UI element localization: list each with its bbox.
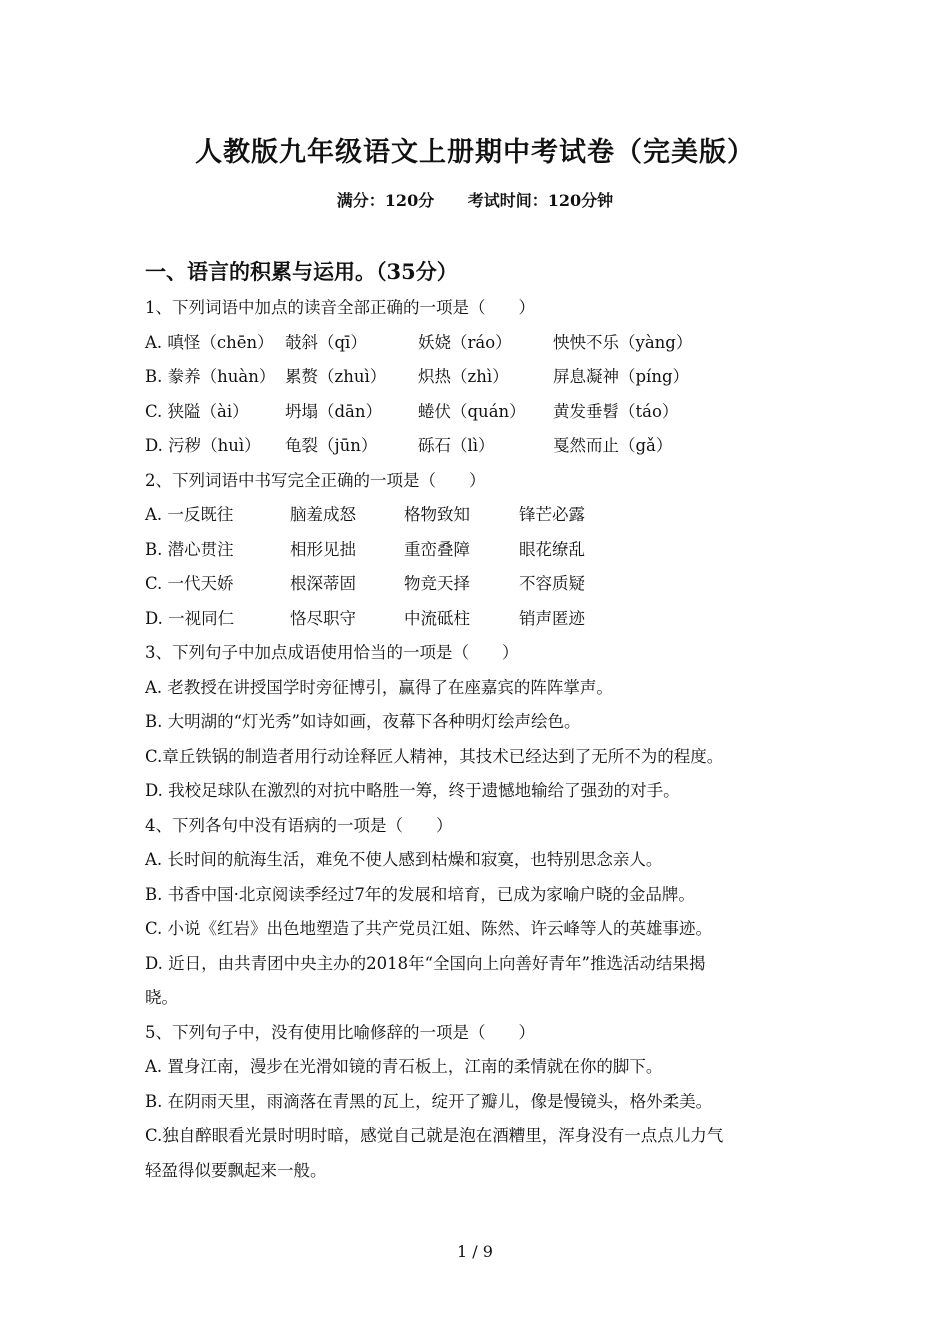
question-1-option-c — [145, 395, 815, 430]
question-4-option-d-cont: 晓。 — [145, 988, 178, 1007]
option-cell: 格物致知 — [404, 505, 470, 524]
option-cell: 坍塌（dān） — [285, 401, 383, 421]
option-cell: 根深蒂固 — [290, 574, 356, 593]
option-cell: 不容质疑 — [519, 574, 585, 593]
option-cell: 龟裂（jūn） — [285, 436, 378, 455]
option-cell: 相形见拙 — [290, 539, 356, 559]
question-5-option-a: A. 置身江南，漫步在光滑如镜的青石板上，江南的柔情就在你的脚下。 — [145, 1057, 663, 1076]
option-cell: 恪尽职守 — [290, 608, 356, 628]
section-heading: 一、语言的积累与运用。（35分） — [145, 259, 458, 284]
option-cell: 屏息凝神（píng） — [553, 367, 690, 386]
option-cell: C. 一代天娇 — [145, 574, 234, 593]
question-5-option-b: B. 在阴雨天里，雨滴落在青黑的瓦上，绽开了瓣儿，像是慢镜头，格外柔美。 — [145, 1091, 713, 1111]
option-cell: 黄发垂髫（táo） — [553, 401, 679, 421]
option-cell: 蜷伏（quán） — [418, 401, 526, 421]
option-cell: 戛然而止（gǎ） — [553, 436, 673, 455]
question-1-option-b — [145, 360, 815, 395]
option-cell: B. 潜心贯注 — [145, 539, 234, 559]
question-5-option-c: C.独自醉眼看光景时明时暗，感觉自己就是泡在酒糟里，浑身没有一点点儿力气 — [145, 1126, 724, 1145]
question-4-option-d: D. 近日，由共青团中央主办的2018年“全国向上向善好青年”推选活动结果揭 — [145, 953, 706, 973]
option-cell: 重峦叠障 — [404, 539, 470, 559]
option-cell: 妖娆（ráo） — [418, 332, 512, 352]
page-number: 1 / 9 — [457, 1242, 493, 1261]
question-2-option-b — [145, 533, 815, 568]
option-cell: 锋芒必露 — [519, 505, 585, 524]
question-1-stem: 1、下列词语中加点的读音全部正确的一项是（ ） — [145, 298, 535, 317]
question-3-option-a: A. 老教授在讲授国学时旁征博引，赢得了在座嘉宾的阵阵掌声。 — [145, 677, 613, 697]
exam-title: 人教版九年级语文上册期中考试卷（完美版） — [195, 137, 755, 168]
question-4-option-b: B. 书香中国·北京阅读季经过7年的发展和培育，已成为家喻户晓的金品牌。 — [145, 884, 695, 904]
option-cell: 物竞天择 — [404, 574, 470, 593]
option-cell: 中流砥柱 — [404, 608, 470, 628]
question-3-option-c: C.章丘铁锅的制造者用行动诠释匠人精神，其技术已经达到了无所不为的程度。 — [145, 746, 724, 766]
option-cell: 销声匿迹 — [519, 608, 585, 628]
question-1-option-d — [145, 429, 815, 464]
option-cell: C. 狭隘（ài） — [145, 401, 249, 421]
question-5-stem: 5、下列句子中，没有使用比喻修辞的一项是（ ） — [145, 1022, 535, 1042]
full-score: 满分：120分 — [336, 191, 435, 210]
option-cell: A. 一反既往 — [145, 505, 234, 524]
option-cell: 眼花缭乱 — [519, 539, 585, 559]
question-2-option-d — [145, 602, 815, 637]
question-3-option-d: D. 我校足球队在激烈的对抗中略胜一筹，终于遗憾地输给了强劲的对手。 — [145, 781, 680, 800]
question-3-stem: 3、下列句子中加点成语使用恰当的一项是（ ） — [145, 643, 519, 662]
question-4-option-c: C. 小说《红岩》出色地塑造了共产党员江姐、陈然、许云峰等人的英雄事迹。 — [145, 919, 713, 938]
question-2-option-c — [145, 567, 815, 602]
option-cell: D. 污秽（huì） — [145, 436, 261, 455]
exam-time: 考试时间：120分钟 — [467, 191, 614, 210]
question-2-stem: 2、下列词语中书写完全正确的一项是（ ） — [145, 470, 486, 490]
option-cell: 累赘（zhuì） — [285, 367, 387, 386]
question-4-stem: 4、下列各句中没有语病的一项是（ ） — [145, 815, 453, 835]
question-4-option-a: A. 长时间的航海生活，难免不使人感到枯燥和寂寞，也特别思念亲人。 — [145, 850, 663, 869]
option-cell: 脑羞成怒 — [290, 505, 356, 524]
option-cell: 砾石（lì） — [418, 436, 495, 455]
question-5-option-c-cont: 轻盈得似要飘起来一般。 — [145, 1160, 327, 1180]
option-cell: 攲斜（qī） — [285, 332, 367, 352]
question-list — [145, 291, 815, 1188]
option-cell: A. 嗔怪（chēn） — [145, 332, 274, 352]
option-cell: D. 一视同仁 — [145, 608, 235, 628]
question-3-option-b: B. 大明湖的“灯光秀”如诗如画，夜幕下各种明灯绘声绘色。 — [145, 712, 581, 731]
option-cell: 炽热（zhì） — [418, 367, 509, 386]
option-cell: 怏怏不乐（yàng） — [553, 332, 693, 352]
question-1-option-a — [145, 326, 815, 361]
question-2-option-a — [145, 498, 815, 533]
exam-meta — [0, 188, 950, 211]
option-cell: B. 豢养（huàn） — [145, 367, 276, 386]
